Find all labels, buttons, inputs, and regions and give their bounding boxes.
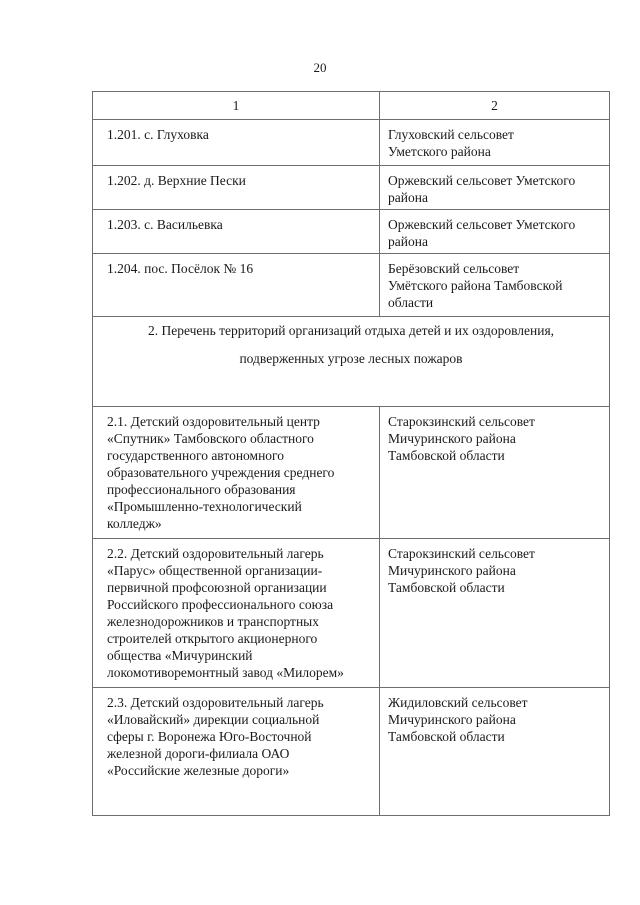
organization-line: «Промышленно-технологический: [107, 499, 302, 514]
organization-line: государственного автономного: [107, 448, 285, 463]
organization-line: «Иловайский» дирекции социальной: [107, 712, 320, 727]
organization-line: образовательного учреждения среднего: [107, 465, 335, 480]
organization-line: 2.1. Детский оздоровительный центр: [107, 414, 320, 429]
column-header-2: 2: [380, 92, 610, 120]
organization-line: Российского профессионального союза: [107, 597, 334, 612]
table-row: [93, 166, 610, 210]
council-cell: [380, 688, 610, 816]
header-row: [93, 92, 610, 120]
organization-line: первичной профсоюзной организации: [107, 580, 327, 595]
council-line: Мичуринского района: [388, 712, 516, 727]
council-line: Старокзинский сельсовет: [388, 414, 535, 429]
council-cell: [380, 166, 610, 210]
organization-line: общества «Мичуринский: [107, 648, 253, 663]
table-row: [93, 120, 610, 166]
organization-line: «Спутник» Тамбовского областного: [107, 431, 314, 446]
council-line: Старокзинский сельсовет: [388, 546, 535, 561]
settlement-name: 1.203. с. Васильевка: [107, 217, 223, 232]
table-row: [93, 210, 610, 254]
settlement-cell: [93, 166, 380, 210]
council-line: Жидиловский сельсовет: [388, 695, 528, 710]
organization-line: строителей открытого акционерного: [107, 631, 318, 646]
council-cell: [380, 120, 610, 166]
table-row: [93, 407, 610, 539]
section-heading-line: подверженных угрозе лесных пожаров: [239, 351, 463, 366]
council-line: Оржевский сельсовет Уметского: [388, 217, 576, 232]
organization-cell: [93, 539, 380, 688]
settlement-name: 1.201. с. Глуховка: [107, 127, 209, 142]
council-line: Мичуринского района: [388, 563, 516, 578]
organization-line: железной дороги-филиала ОАО: [107, 746, 290, 761]
council-line: Мичуринского района: [388, 431, 516, 446]
organization-line: локомотиворемонтный завод «Милорем»: [107, 665, 344, 680]
council-line: Тамбовской области: [388, 729, 505, 744]
settlement-cell: [93, 120, 380, 166]
council-line: Тамбовской области: [388, 448, 505, 463]
organization-line: профессионального образования: [107, 482, 296, 497]
council-cell: [380, 407, 610, 539]
council-cell: [380, 210, 610, 254]
council-line: Умётского района Тамбовской: [388, 278, 563, 293]
organization-line: железнодорожников и транспортных: [107, 614, 319, 629]
organization-line: «Парус» общественной организации-: [107, 563, 323, 578]
council-line: Берёзовский сельсовет: [388, 261, 520, 276]
council-line: Глуховский сельсовет: [388, 127, 514, 142]
organization-line: сферы г. Воронежа Юго-Восточной: [107, 729, 312, 744]
settlement-name: 1.202. д. Верхние Пески: [107, 173, 246, 188]
organization-line: 2.2. Детский оздоровительный лагерь: [107, 546, 324, 561]
settlement-cell: [93, 254, 380, 317]
table-row: [93, 254, 610, 317]
organization-line: «Российские железные дороги»: [107, 763, 290, 778]
council-cell: [380, 539, 610, 688]
section-row: [93, 317, 610, 407]
section-heading: [93, 317, 610, 407]
territory-table: [92, 91, 610, 816]
council-line: Оржевский сельсовет Уметского: [388, 173, 576, 188]
council-cell: [380, 254, 610, 317]
council-line: области: [388, 295, 434, 310]
council-line: района: [388, 234, 428, 249]
council-line: Уметского района: [388, 144, 491, 159]
organization-cell: [93, 407, 380, 539]
organization-line: 2.3. Детский оздоровительный лагерь: [107, 695, 324, 710]
organization-line: колледж»: [107, 516, 162, 531]
organization-cell: [93, 688, 380, 816]
settlement-cell: [93, 210, 380, 254]
page-number: 20: [313, 60, 327, 75]
settlement-name: 1.204. пос. Посёлок № 16: [107, 261, 254, 276]
council-line: района: [388, 190, 428, 205]
table-row: [93, 539, 610, 688]
table-row: [93, 688, 610, 816]
council-line: Тамбовской области: [388, 580, 505, 595]
column-header-1: 1: [93, 92, 380, 120]
section-heading-line: 2. Перечень территорий организаций отдыха детей и их оздоровления,: [147, 323, 555, 338]
